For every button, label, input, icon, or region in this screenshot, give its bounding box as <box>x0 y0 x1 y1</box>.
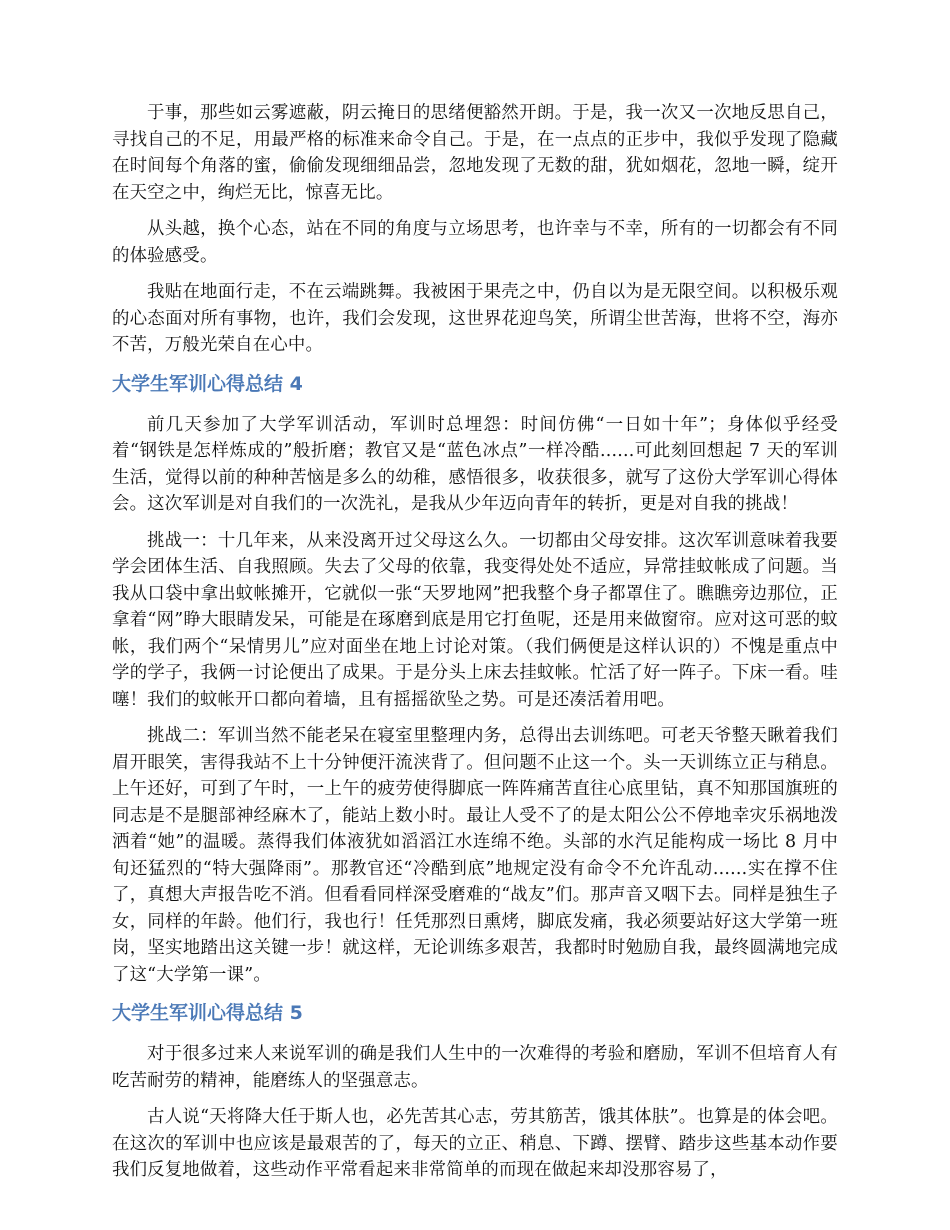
paragraph: 古人说“天将降大任于斯人也，必先苦其心志，劳其筋苦，饿其体肤”。也算是的体会吧。在这次的军训中也应该是最艰苦的了，每天的立正、稍息、下蹲、摆臂、踏步这些基本动作要我们反复地做着，这些动作平常看起来非常简单的而现在做起来却没那容易了， <box>112 1107 838 1180</box>
paragraph: 挑战一：十几年来，从来没离开过父母这么久。一切都由父母安排。这次军训意味着我要学会团体生活、自我照顾。失去了父母的依靠，我变得处处不适应，异常挂蚊帐成了问题。当我从口袋中拿出蚊帐摊开，它就似一张“天罗地网”把我整个身子都罩住了。瞧瞧旁边那位，正拿着“网”睁大眼睛发呆，可能是在琢磨到底是用它打鱼呢，还是用来做窗帘。应对这可恶的蚊帐，我们两个“呆情男儿”应对面坐在地上讨论对策。（我们俩便是这样认识的）不愧是重点中学的学子，我俩一讨论便出了成果。于是分头上床去挂蚊帐。忙活了好一阵子。下床一看。哇噻！我们的蚊帐开口都向着墙，且有摇摇欲坠之势。可是还凑活着用吧。 <box>112 530 838 710</box>
paragraph: 对于很多过来人来说军训的确是我们人生中的一次难得的考验和磨励，军训不但培育人有吃苦耐劳的精神，能磨练人的坚强意志。 <box>112 1044 838 1091</box>
paragraph: 挑战二：军训当然不能老呆在寝室里整理内务，总得出去训练吧。可老天爷整天瞅着我们眉开眼笑，害得我站不上十分钟便汗流浃背了。但问题不止这一个。头一天训练立正与稍息。上午还好，可到了午时，一上午的疲劳使得脚底一阵阵痛苦直往心底里钻，真不知那国旗班的同志是不是腿部神经麻木了，能站上数小时。最让人受不了的是太阳公公不停地幸灾乐祸地泼洒着“她”的温暖。蒸得我们体液犹如滔滔江水连绵不绝。头部的水汽足能构成一场比 8 月中旬还猛烈的“特大强降雨”。那教官还“冷酷到底”地规定没有命令不允许乱动......实在撑不住了，真想大声报告吃不消。但看看同样深受磨难的“战友”们。那声音又咽下去。同样是独生子女，同样的年龄。他们行，我也行！任凭那烈日熏烤，脚底发痛，我必须要站好这大学第一班岗，坚实地踏出这关键一步！就这样，无论训练多艰苦，我都时时勉励自我，最终圆满地完成了这“大学第一课”。 <box>112 726 838 985</box>
paragraph: 前几天参加了大学军训活动，军训时总埋怨：时间仿佛“一日如十年”；身体似乎经受着“钢铁是怎样炼成的”般折磨；教官又是“蓝色冰点”一样冷酷......可此刻回想起 7 天的军训生活，觉得以前的种种苦恼是多么的幼稚，感悟很多，收获很多，就写了这份大学军训心得体会。这次军训是对自我们的一次洗礼，是我从少年迈向青年的转折，更是对自我的挑战！ <box>112 414 838 514</box>
section-heading-4: 大学生军训心得总结 4 <box>112 372 303 395</box>
paragraph: 我贴在地面行走，不在云端跳舞。我被困于果壳之中，仍自以为是无限空间。以积极乐观的心态面对所有事物，也许，我们会发现，这世界花迎鸟笑，所谓尘世苦海，世将不空，海亦不苦，万般光荣自在心中。 <box>112 282 838 355</box>
paragraph: 从头越，换个心态，站在不同的角度与立场思考，也许幸与不幸，所有的一切都会有不同的体验感受。 <box>112 219 838 266</box>
section-heading-5: 大学生军训心得总结 5 <box>112 1002 303 1024</box>
paragraph: 于事，那些如云雾遮蔽，阴云掩日的思绪便豁然开朗。于是，我一次又一次地反思自己，寻找自己的不足，用最严格的标准来命令自己。于是，在一点点的正步中，我似乎发现了隐藏在时间每个角落的蜜，偷偷发现细细品尝，忽地发现了无数的甜，犹如烟花，忽地一瞬，绽开在天空之中，绚烂无比，惊喜无比。 <box>112 103 838 203</box>
